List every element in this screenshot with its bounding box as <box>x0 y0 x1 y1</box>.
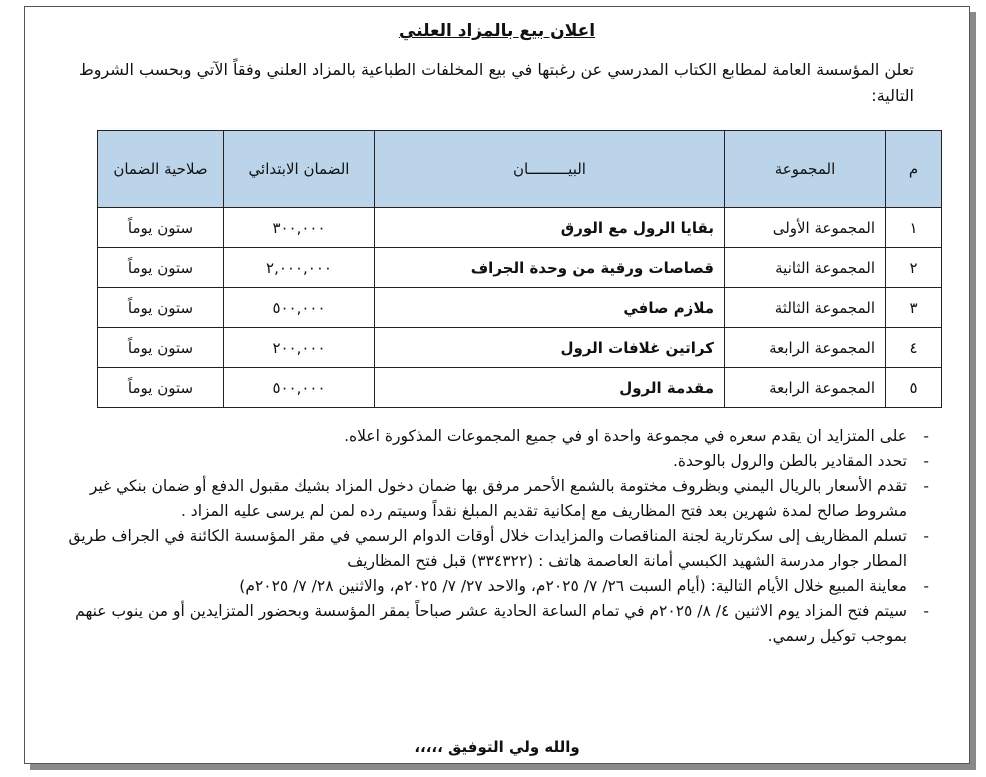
header-desc: البيـــــــــان <box>375 131 725 208</box>
header-validity: صلاحية الضمان <box>98 131 224 208</box>
row-validity: ستون يوماً <box>98 288 224 328</box>
term-item <box>55 574 929 599</box>
row-desc: بقايا الرول مع الورق <box>375 208 725 248</box>
bullet-dash: - <box>923 477 929 495</box>
row-group: المجموعة الأولى <box>725 208 886 248</box>
term-text: تسلم المظاريف إلى سكرتارية لجنة المناقصات والمزايدات خلال أوقات الدوام الرسمي في مقر المؤسسة الكائنة في الجراف طريق المطار جوار مدرسة الشهيد الكبسي أمانة العاصمة هاتف : (٣٣٤٣٢٢) قبل فتح المظاريف <box>68 527 907 570</box>
row-desc: كراتين غلافات الرول <box>375 328 725 368</box>
row-group: المجموعة الثالثة <box>725 288 886 328</box>
row-group: المجموعة الثانية <box>725 248 886 288</box>
row-group: المجموعة الرابعة <box>725 328 886 368</box>
term-text: تحدد المقادير بالطن والرول بالوحدة. <box>672 452 907 470</box>
auction-table <box>97 130 942 408</box>
term-text: على المتزايد ان يقدم سعره في مجموعة واحدة او في جميع المجموعات المذكورة اعلاه. <box>344 427 907 445</box>
term-item <box>55 474 929 524</box>
row-amount: ٢,٠٠٠,٠٠٠ <box>224 248 375 288</box>
intro-paragraph: تعلن المؤسسة العامة لمطابع الكتاب المدرسي عن رغبتها في بيع المخلفات الطباعية بالمزاد العلني وفقاً الآتي وبحسب الشروط التالية: <box>78 60 914 105</box>
row-amount: ٥٠٠,٠٠٠ <box>224 288 375 328</box>
row-num: ٢ <box>886 248 942 288</box>
table-row <box>98 328 942 368</box>
row-validity: ستون يوماً <box>98 368 224 408</box>
row-amount: ٥٠٠,٠٠٠ <box>224 368 375 408</box>
table-header-row <box>98 131 942 208</box>
bullet-dash: - <box>923 577 929 595</box>
bullet-dash: - <box>923 427 929 445</box>
row-amount: ٢٠٠,٠٠٠ <box>224 328 375 368</box>
closing-line: والله ولي التوفيق ،،،،، <box>414 738 580 756</box>
row-num: ٤ <box>886 328 942 368</box>
header-group: المجموعة <box>725 131 886 208</box>
bullet-dash: - <box>923 527 929 545</box>
term-text: تقدم الأسعار بالريال اليمني وبظروف مختومة بالشمع الأحمر مرفق بها ضمان دخول المزاد بشيك مقبول الدفع أو ضمان بنكي غير مشروط صالح لمدة شهرين بعد فتح المظاريف مع إمكانية تقديم المبلغ نقداً وسيتم رده لمن لم يرسى عليه المزاد . <box>89 477 907 520</box>
row-desc: ملازم صافي <box>375 288 725 328</box>
header-amount: الضمان الابتدائي <box>224 131 375 208</box>
term-item <box>55 599 929 649</box>
table-row <box>98 288 942 328</box>
row-amount: ٣٠٠,٠٠٠ <box>224 208 375 248</box>
term-item <box>55 449 929 474</box>
bullet-dash: - <box>923 602 929 620</box>
terms-list <box>55 424 929 649</box>
row-validity: ستون يوماً <box>98 328 224 368</box>
term-item <box>55 424 929 449</box>
row-desc: مقدمة الرول <box>375 368 725 408</box>
table-row <box>98 208 942 248</box>
row-validity: ستون يوماً <box>98 248 224 288</box>
row-group: المجموعة الرابعة <box>725 368 886 408</box>
row-desc: قصاصات ورقية من وحدة الجراف <box>375 248 725 288</box>
row-num: ٥ <box>886 368 942 408</box>
announcement <box>25 7 969 763</box>
row-validity: ستون يوماً <box>98 208 224 248</box>
header-num: م <box>886 131 942 208</box>
table-row <box>98 368 942 408</box>
row-num: ٣ <box>886 288 942 328</box>
bullet-dash: - <box>923 452 929 470</box>
table-row <box>98 248 942 288</box>
row-num: ١ <box>886 208 942 248</box>
document-page <box>24 6 970 764</box>
term-text: سيتم فتح المزاد يوم الاثنين ٤/ ٨/ ٢٠٢٥م في تمام الساعة الحادية عشر صباحاً بمقر المؤسسة وبحضور المتزايدين أو من ينوب عنهم بموجب توكيل رسمي. <box>75 602 907 645</box>
term-text: معاينة المبيع خلال الأيام التالية: (أيام السبت ٢٦/ ٧/ ٢٠٢٥م، والاحد ٢٧/ ٧/ ٢٠٢٥م، والاثنين ٢٨/ ٧/ ٢٠٢٥م) <box>239 577 907 595</box>
term-item <box>55 524 929 574</box>
page-title: اعلان بيع بالمزاد العلني <box>398 21 596 41</box>
